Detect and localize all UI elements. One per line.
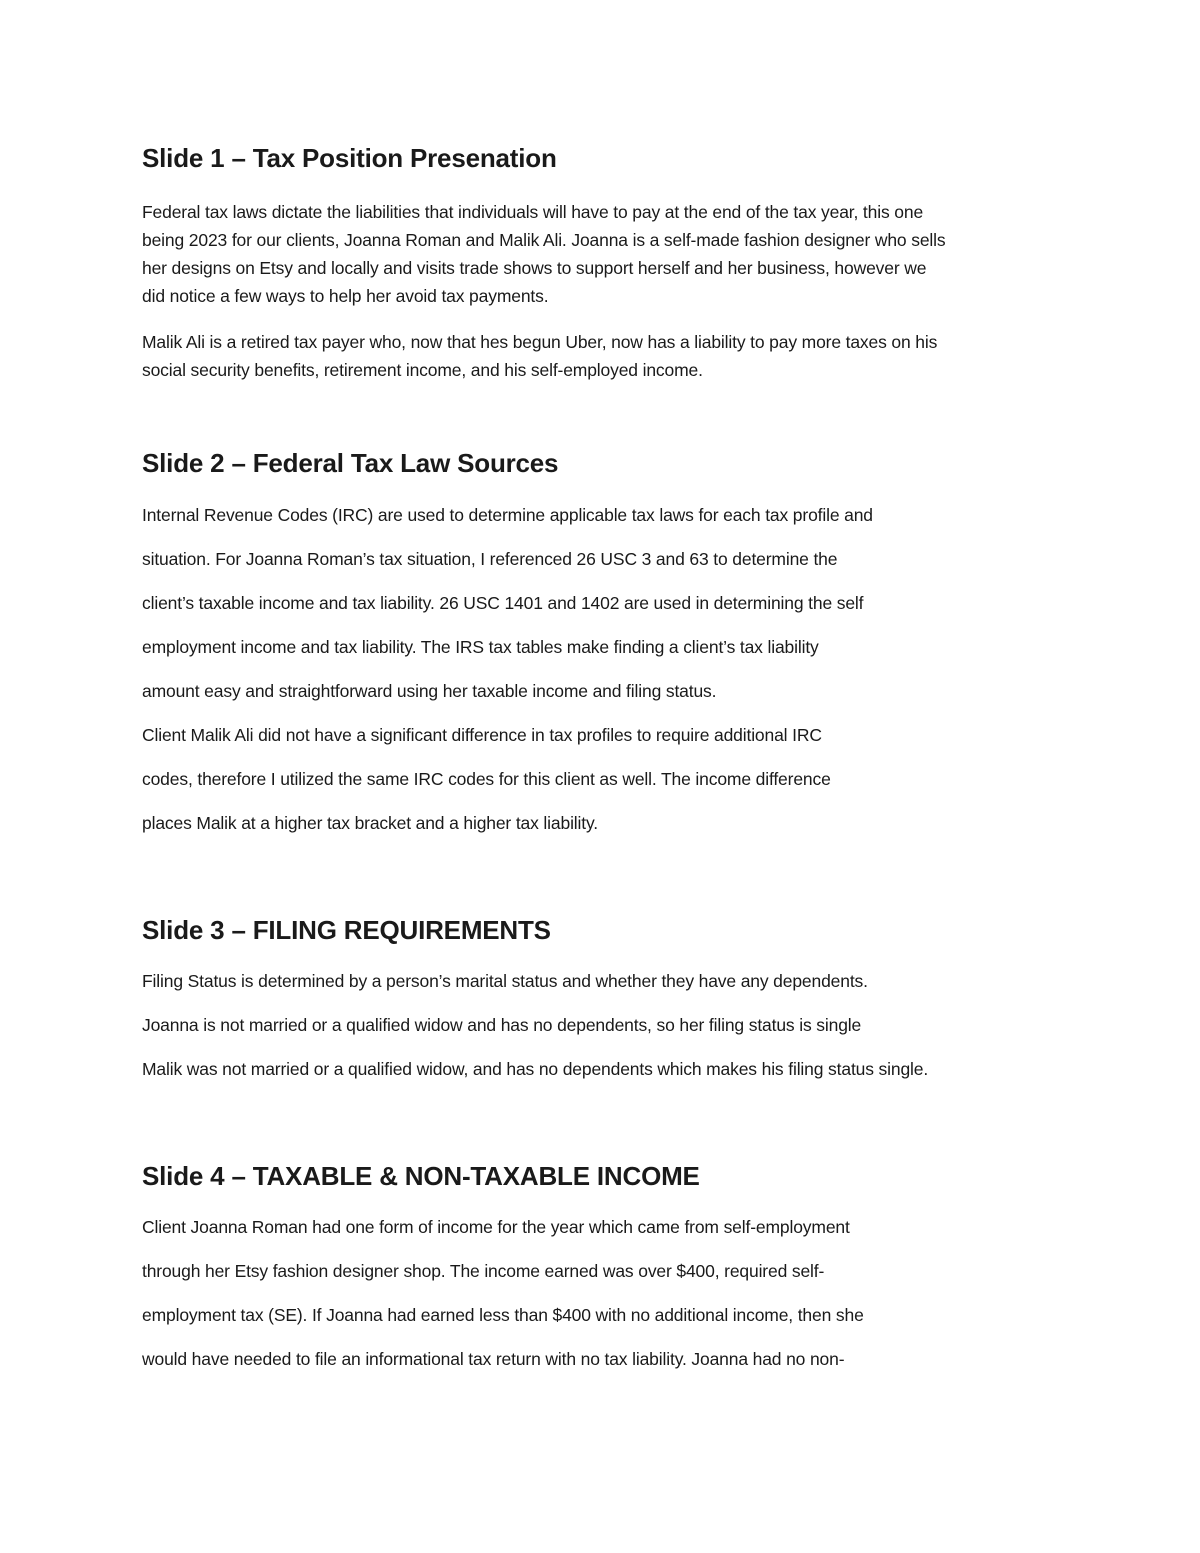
paragraph-line: would have needed to file an informational tax return with no tax liability. Joanna had no non- — [142, 1349, 845, 1369]
paragraph-line: Federal tax laws dictate the liabilities that individuals will have to pay at the end of the tax year, this one — [142, 202, 924, 222]
section-heading-slide-1: Slide 1 – Tax Position Presenation — [142, 143, 557, 173]
paragraph-line: through her Etsy fashion designer shop. The income earned was over $400, required self- — [142, 1261, 825, 1281]
paragraph-line: Malik was not married or a qualified widow, and has no dependents which makes his filing status single. — [142, 1059, 929, 1079]
paragraph-line: Client Joanna Roman had one form of income for the year which came from self-employment — [142, 1217, 850, 1237]
paragraph-line: Client Malik Ali did not have a significant difference in tax profiles to require additional IRC — [142, 725, 822, 745]
section-heading-slide-3: Slide 3 – FILING REQUIREMENTS — [142, 915, 551, 945]
paragraph-line: Filing Status is determined by a person’s marital status and whether they have any dependents. — [142, 971, 868, 991]
section-heading-slide-4: Slide 4 – TAXABLE & NON-TAXABLE INCOME — [142, 1161, 700, 1191]
paragraph-line: employment tax (SE). If Joanna had earned less than $400 with no additional income, then she — [142, 1305, 864, 1325]
paragraph-line: her designs on Etsy and locally and visits trade shows to support herself and her business, however we — [142, 258, 927, 278]
paragraph-line: amount easy and straightforward using her taxable income and filing status. — [142, 681, 717, 701]
paragraph-line: Joanna is not married or a qualified widow and has no dependents, so her filing status is single — [142, 1015, 862, 1035]
paragraph-line: places Malik at a higher tax bracket and a higher tax liability. — [142, 813, 599, 833]
paragraph-line: client’s taxable income and tax liability. 26 USC 1401 and 1402 are used in determining the self — [142, 593, 864, 613]
paragraph-line: Internal Revenue Codes (IRC) are used to determine applicable tax laws for each tax profile and — [142, 505, 873, 525]
paragraph-line: codes, therefore I utilized the same IRC codes for this client as well. The income difference — [142, 769, 831, 789]
paragraph-line: did notice a few ways to help her avoid tax payments. — [142, 286, 549, 306]
paragraph-line: social security benefits, retirement income, and his self-employed income. — [142, 360, 703, 380]
section-heading-slide-2: Slide 2 – Federal Tax Law Sources — [142, 448, 559, 478]
paragraph-line: situation. For Joanna Roman’s tax situation, I referenced 26 USC 3 and 63 to determine the — [142, 549, 838, 569]
paragraph-line: Malik Ali is a retired tax payer who, now that hes begun Uber, now has a liability to pay more taxes on his — [142, 332, 938, 352]
paragraph-line: being 2023 for our clients, Joanna Roman and Malik Ali. Joanna is a self-made fashion designer who sells — [142, 230, 946, 250]
paragraph-line: employment income and tax liability. The IRS tax tables make finding a client’s tax liability — [142, 637, 819, 657]
